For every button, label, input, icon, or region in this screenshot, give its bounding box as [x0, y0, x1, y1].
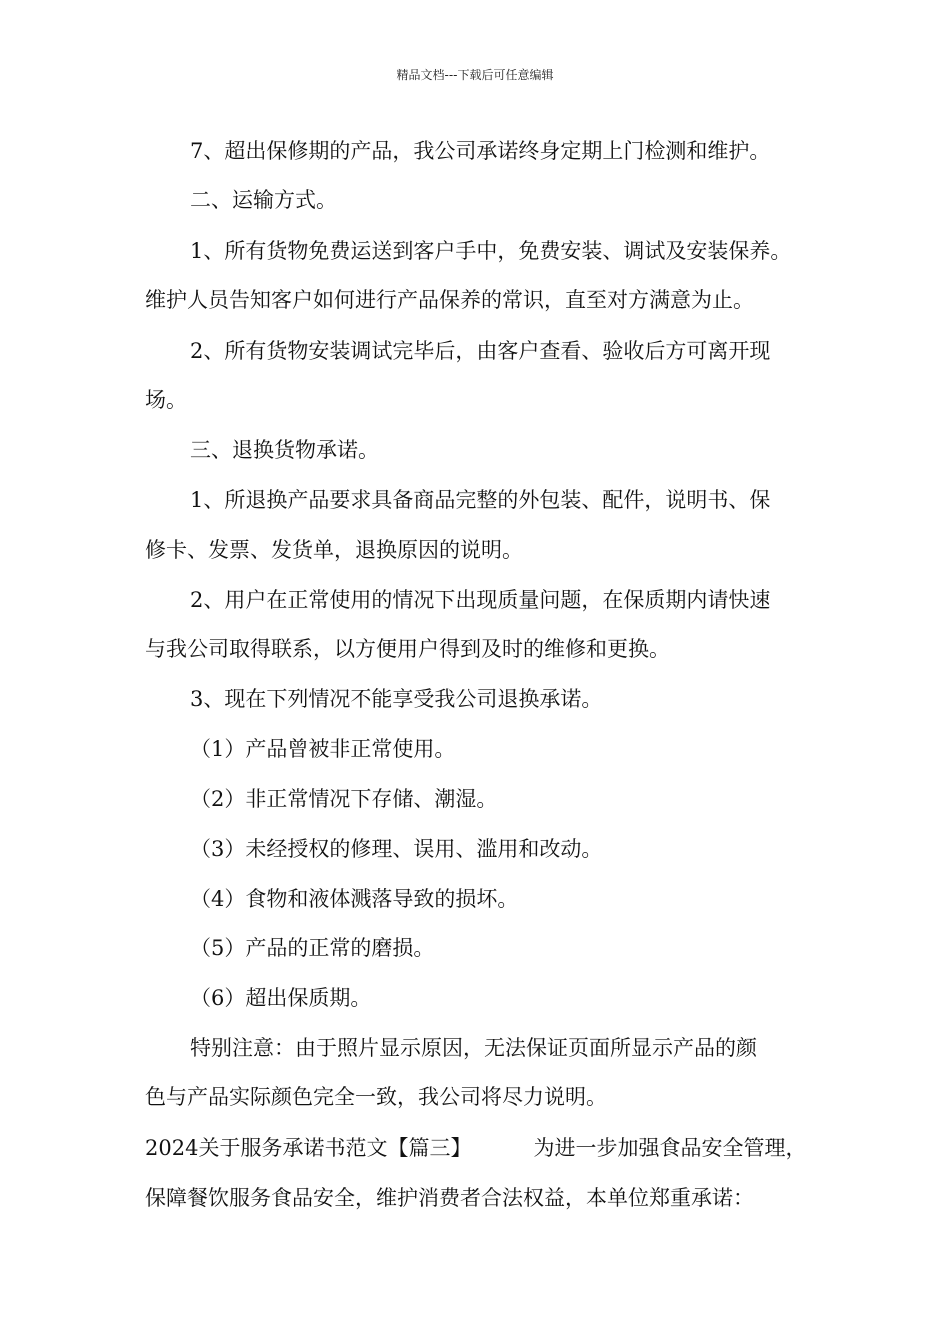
paragraph-line: 1、所退换产品要求具备商品完整的外包装、配件，说明书、保 — [190, 488, 771, 512]
paragraph-line: 3、现在下列情况不能享受我公司退换承诺。 — [190, 687, 603, 711]
list-item: （6）超出保质期。 — [190, 986, 372, 1010]
paragraph-line: 场。 — [145, 388, 187, 412]
paragraph-line: 与我公司取得联系，以方便用户得到及时的维修和更换。 — [145, 637, 670, 661]
list-item: （1）产品曾被非正常使用。 — [190, 737, 456, 761]
paragraph-line: 2、用户在正常使用的情况下出现质量问题，在保质期内请快速 — [190, 588, 771, 612]
list-item: （5）产品的正常的磨损。 — [190, 936, 435, 960]
list-item: （3）未经授权的修理、误用、滥用和改动。 — [190, 837, 603, 861]
paragraph-line: 色与产品实际颜色完全一致，我公司将尽力说明。 — [145, 1085, 607, 1109]
paragraph-line: 特别注意：由于照片显示原因，无法保证页面所显示产品的颜 — [190, 1036, 757, 1060]
section-heading: 三、退换货物承诺。 — [190, 438, 379, 462]
page-header: 精品文档---下载后可任意编辑 — [396, 68, 554, 82]
list-item: （4）食物和液体溅落导致的损坏。 — [190, 887, 519, 911]
section-heading: 二、运输方式。 — [190, 188, 337, 212]
paragraph-line: 保障餐饮服务食品安全，维护消费者合法权益，本单位郑重承诺： — [145, 1186, 754, 1210]
paragraph-line: 7、超出保修期的产品，我公司承诺终身定期上门检测和维护。 — [190, 139, 771, 163]
paragraph-line: 维护人员告知客户如何进行产品保养的常识，直至对方满意为止。 — [145, 288, 754, 312]
paragraph-line: 2、所有货物安装调试完毕后，由客户查看、验收后方可离开现 — [190, 339, 771, 363]
article-title-line — [145, 1133, 806, 1163]
article-title: 2024关于服务承诺书范文【篇三】 — [145, 1136, 472, 1160]
paragraph-line: 修卡、发票、发货单，退换原因的说明。 — [145, 538, 523, 562]
list-item: （2）非正常情况下存储、潮湿。 — [190, 787, 498, 811]
paragraph-text: 为进一步加强食品安全管理， — [533, 1136, 807, 1160]
paragraph-line: 1、所有货物免费运送到客户手中，免费安装、调试及安装保养。 — [190, 239, 792, 263]
